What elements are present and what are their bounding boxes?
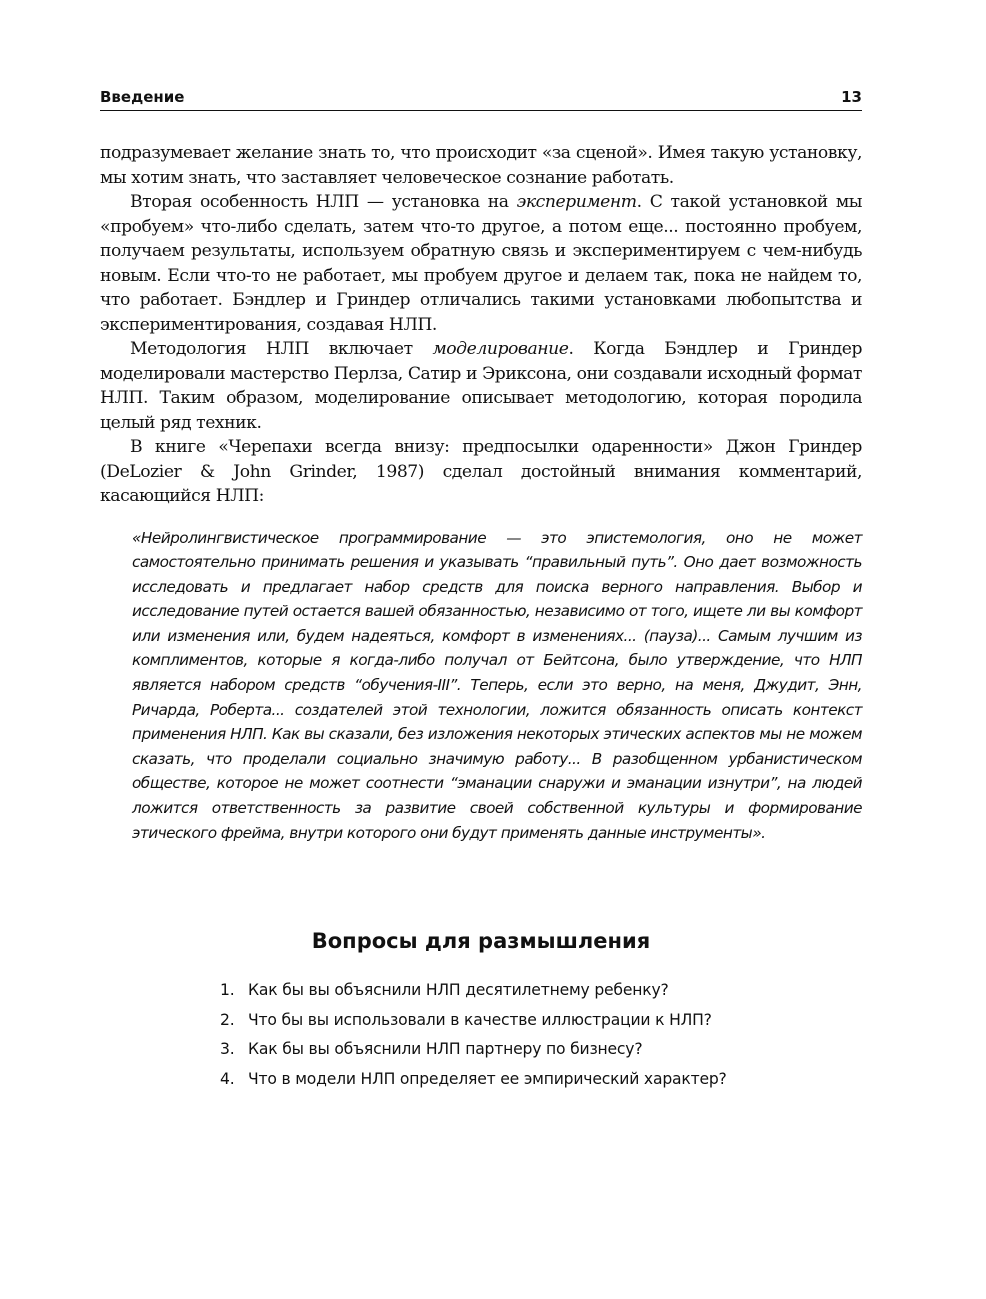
block-quote: «Нейролингвистическое программирование — это эпистемология, оно не может самостоятельно принимать решения и указывать “правильный путь”. Оно дает возможность исследовать и предлагает набор средств для поиска верного направления. Выбор и исследование путей остается вашей обязанностью, независимо от того, ищете ли вы комфорт или изменения или, будем надеяться, комфорт в изменениях... (пауза)... Самым лучшим из комплиментов, которые я когда-либо получал от Бейтсона, было утверждение, что НЛП является набором средств “обучения-III”. Теперь, если это верно, на меня, Джудит, Энн, Ричарда, Роберта... создателей этой технологии, ложится обязанность описать контекст применения НЛП. Как вы сказали, без изложения некоторых этических аспектов мы не можем сказать, что проделали социально значимую работу... В разобщенном урбанистическом обществе, которое не может соотнести “эманации снаружи и эманации изнутри”, на людей ложится ответственность за развитие своей собственной культуры и формирование этического фрейма, внутри которого они будут применять данные инструменты».: [132, 528, 862, 842]
list-item: [220, 981, 862, 1011]
item-number: 3.: [220, 1040, 235, 1059]
item-text: Что бы вы использовали в качестве иллюстрации к НЛП?: [248, 1010, 712, 1029]
emphasis-term: моделирование: [432, 339, 569, 359]
item-number: 1.: [220, 981, 235, 1000]
text-run: . С такой установкой мы «пробуем» что-либо сделать, затем что-то другое, а потом еще... постоянно пробуем, получаем результаты, используем обратную связь и экспериментируем с чем-нибудь новым. Если что-то не работает, мы пробуем другое и делаем так, пока не найдем то, что работает. Бэндлер и Гриндер отличались такими установками любопытства и экспериментирования, создавая НЛП.: [100, 192, 862, 335]
text-run: Методология НЛП включает: [130, 339, 433, 359]
item-text: Что в модели НЛП определяет ее эмпирический характер?: [248, 1069, 727, 1088]
list-item: [220, 1070, 862, 1100]
item-number: 4.: [220, 1069, 235, 1088]
text-run: В книге «Черепахи всегда внизу: предпосылки одаренности» Джон Гриндер (DeLozier & John Grinder, 1987) сделал достойный внимания комментарий, касающийся НЛП:: [100, 437, 862, 506]
text-run: подразумевает желание знать то, что происходит «за сценой». Имея такую установку, мы хотим знать, что заставляет человеческое сознание работать.: [100, 143, 862, 188]
page-number: 13: [841, 88, 862, 106]
section-name: Введение: [100, 88, 185, 106]
book-page: [100, 88, 862, 1099]
paragraph: [100, 141, 862, 190]
questions-list: [220, 981, 862, 1099]
list-item: [220, 1040, 862, 1070]
list-item: [220, 1011, 862, 1041]
item-text: Как бы вы объяснили НЛП десятилетнему ребенку?: [248, 981, 669, 1000]
text-run: . Когда Бэндлер и Гриндер моделировали мастерство Перлза, Сатир и Эриксона, они создавали исходный формат НЛП. Таким образом, моделирование описывает методологию, которая породила целый ряд техник.: [100, 339, 862, 433]
emphasis-term: эксперимент: [516, 192, 637, 212]
body-text: [100, 141, 862, 509]
section-title: Вопросы для размышления: [311, 929, 651, 954]
text-run: Вторая особенность НЛП — установка на: [130, 192, 517, 212]
paragraph: [100, 337, 862, 435]
running-header: [100, 88, 862, 111]
paragraph: [100, 435, 862, 509]
paragraph: [100, 190, 862, 337]
item-number: 2.: [220, 1010, 235, 1029]
item-text: Как бы вы объяснили НЛП партнеру по бизнесу?: [248, 1040, 643, 1059]
